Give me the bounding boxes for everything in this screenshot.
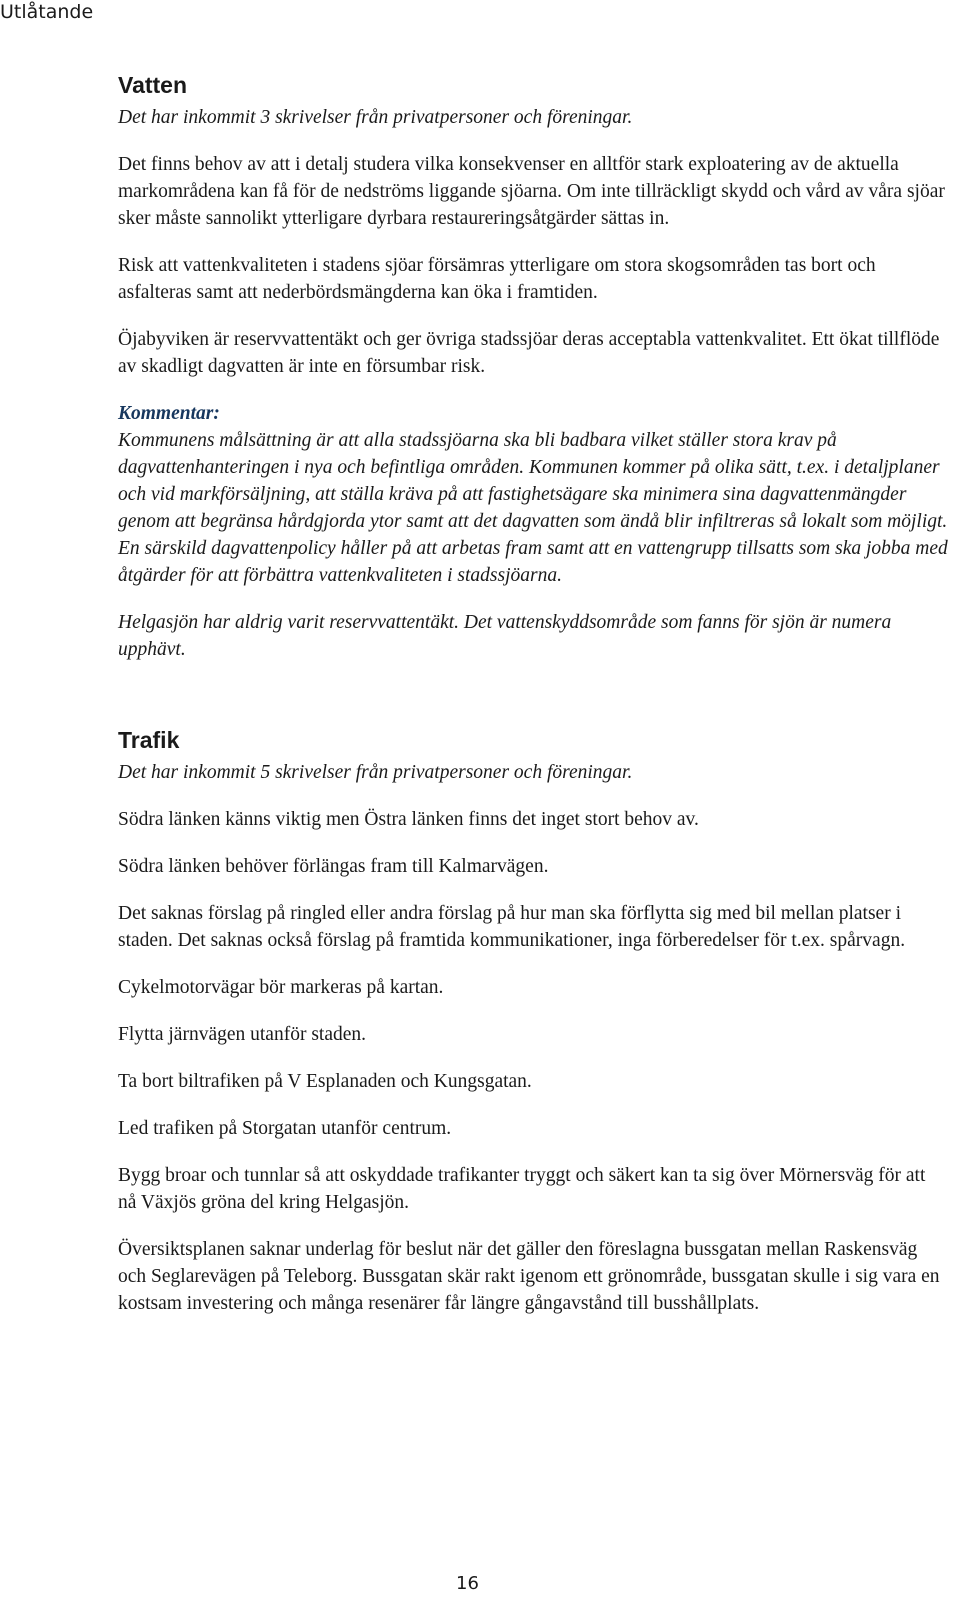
document-body (118, 70, 948, 1337)
comment-block (118, 400, 948, 589)
page-number: 16 (456, 1573, 479, 1594)
paragraph: Bygg broar och tunnlar så att oskyddade trafikanter tryggt och säkert kan ta sig över Mörnersväg för att nå Växjös gröna del kring Helgasjön. (118, 1165, 926, 1213)
section-heading-trafik: Trafik (118, 727, 180, 753)
section-vatten (118, 70, 948, 663)
paragraph: Översiktsplanen saknar underlag för beslut när det gäller den föreslagna bussgatan mellan Raskensväg och Seglarevägen på Teleborg. Bussgatan skär rakt igenom ett grönområde, bussgatan skulle i sig vara en kostsam investering och många resenärer får längre gångavstånd till busshållplats. (118, 1239, 940, 1314)
section-trafik (118, 725, 948, 1317)
paragraph: Det finns behov av att i detalj studera vilka konsekvenser en alltför stark exploatering av de aktuella markområdena kan få för de nedströms liggande sjöarna. Om inte tillräckligt skydd och vård av våra sjöar sker måste sannolikt ytterligare dyrbara restaureringsåtgärder sättas in. (118, 154, 945, 229)
section-intro-vatten: Det har inkommit 3 skrivelser från privatpersoner och föreningar. (118, 107, 633, 128)
comment-text: Kommunens målsättning är att alla stadssjöarna ska bli badbara vilket ställer stora krav på dagvattenhanteringen i nya och befintliga områden. Kommunen kommer på olika sätt, t.ex. i detaljplaner och vid markförsäljning, att ställa kräva på att fastighetsägare ska minimera sina dagvattenmängder genom att begränsa hårdgjorda ytor samt att det dagvatten som ändå blir infiltreras så lokalt som möjligt. En särskild dagvattenpolicy håller på att arbetas fram samt att en vattengrupp tillsatts som ska jobba med åtgärder för att förbättra vattenkvaliteten i stadssjöarna. (118, 430, 948, 586)
comment-closing: Helgasjön har aldrig varit reservvattentäkt. Det vattenskyddsområde som fanns för sjön är numera upphävt. (118, 612, 892, 660)
section-spacer (118, 683, 948, 725)
section-heading-vatten: Vatten (118, 72, 188, 98)
document-header-label: Utlåtande (0, 1, 94, 23)
section-intro-trafik: Det har inkommit 5 skrivelser från privatpersoner och föreningar. (118, 762, 633, 783)
paragraph: Risk att vattenkvaliteten i stadens sjöar försämras ytterligare om stora skogsområden tas bort och asfalteras samt att nederbördsmängderna kan öka i framtiden. (118, 255, 876, 303)
paragraph: Flytta järnvägen utanför staden. (118, 1024, 367, 1045)
paragraph: Södra länken behöver förlängas fram till Kalmarvägen. (118, 856, 549, 877)
comment-label: Kommentar: (118, 403, 220, 424)
paragraph: Led trafiken på Storgatan utanför centrum. (118, 1118, 452, 1139)
paragraph: Det saknas förslag på ringled eller andra förslag på hur man ska förflytta sig med bil mellan platser i staden. Det saknas också förslag på framtida kommunikationer, inga förberedelser för t.ex. spårvagn. (118, 903, 906, 951)
paragraph: Öjabyviken är reservvattentäkt och ger övriga stadssjöar deras acceptabla vattenkvalitet. Ett ökat tillflöde av skadligt dagvatten är inte en försumbar risk. (118, 329, 940, 377)
paragraph: Cykelmotorvägar bör markeras på kartan. (118, 977, 444, 998)
paragraph: Södra länken känns viktig men Östra länken finns det inget stort behov av. (118, 809, 699, 830)
paragraph: Ta bort biltrafiken på V Esplanaden och Kungsgatan. (118, 1071, 532, 1092)
